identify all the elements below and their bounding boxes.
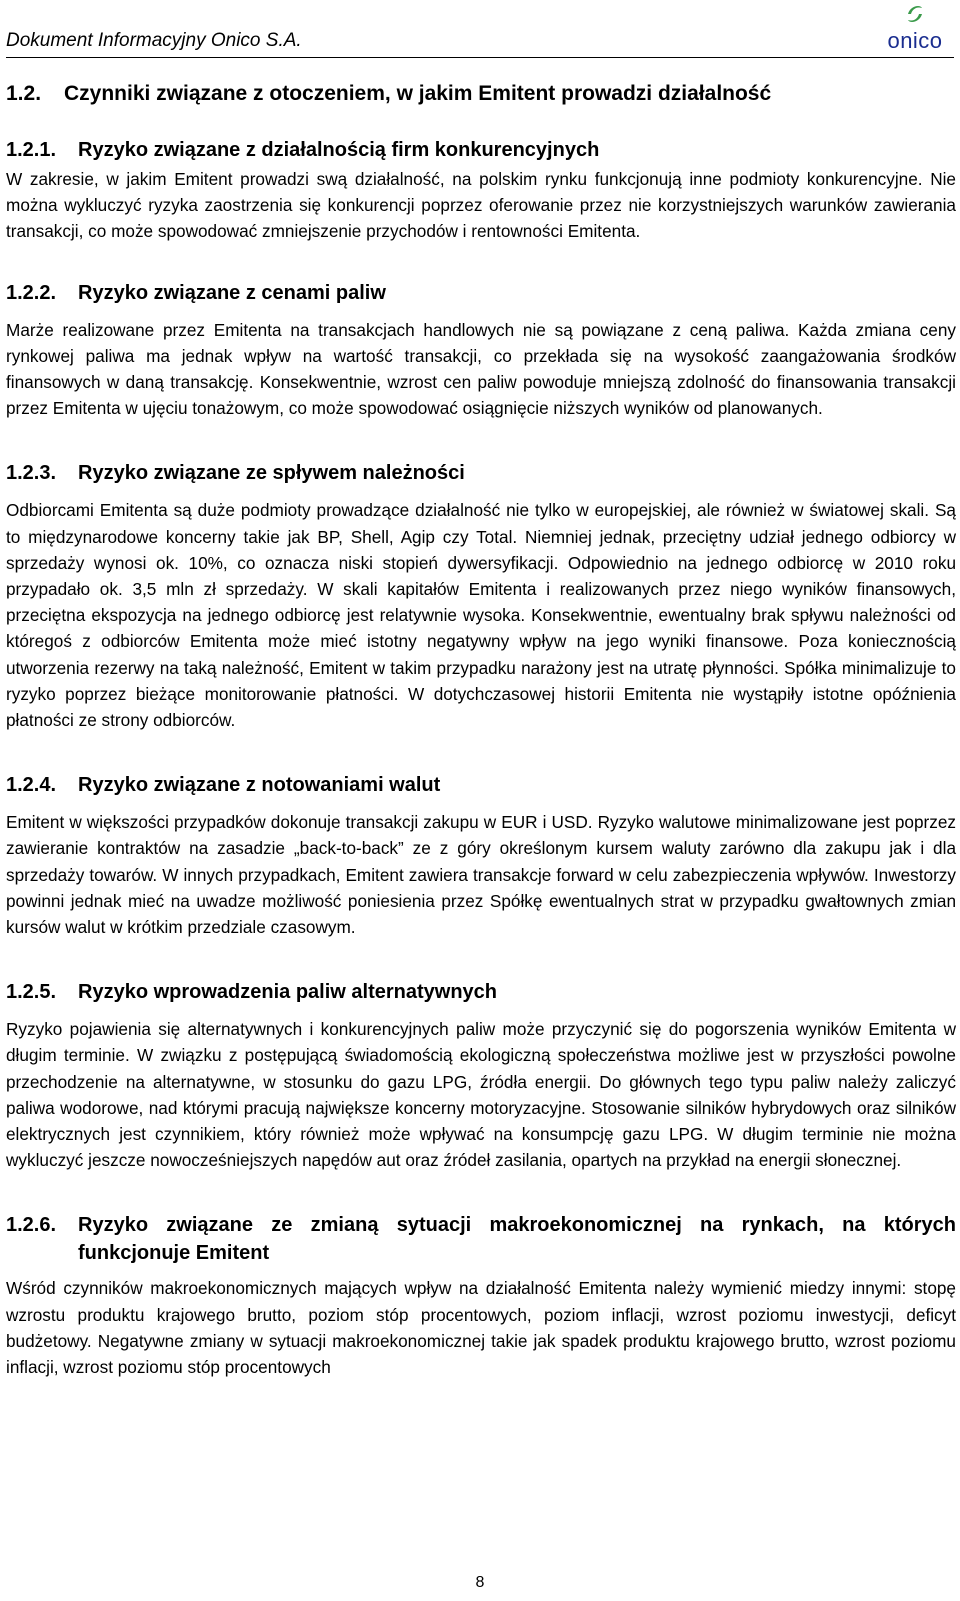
subsection-body: W zakresie, w jakim Emitent prowadzi swą działalność, na polskim rynku funkcjonują inne podmioty konkurencyjne. Nie można wykluczyć ryzyka zaostrzenia się konkurencji poprzez oferowanie przez nie korzystniejszych warunków zawierania transakcji, co może spowodować zmniejszenie przychodów i rentowności Emitenta. [6, 169, 956, 242]
subsection-heading [6, 771, 956, 799]
onico-logo [880, 2, 950, 54]
section-title: Czynniki związane z otoczeniem, w jakim Emitent prowadzi działalność [64, 82, 772, 105]
subsection-number: 1.2.6. [6, 1214, 57, 1237]
subsection-title: Ryzyko związane ze zmianą sytuacji makroekonomicznej na rynkach, na których funkcjonuje Emitent [78, 1214, 956, 1265]
subsection-title: Ryzyko związane z notowaniami walut [78, 774, 441, 797]
page-number: 8 [475, 1574, 485, 1591]
subsection-3 [6, 459, 956, 733]
subsection-number: 1.2.5. [6, 981, 57, 1004]
subsection-heading [6, 279, 956, 307]
subsection-heading [6, 459, 956, 487]
subsection-body: Wśród czynników makroekonomicznych mających wpływ na działalność Emitenta należy wymienić miedzy innymi: stopę wzrostu produktu krajowego brutto, poziom stóp procentowych, poziom inflacji, wzrost poziomu inwestycji, deficyt budżetowy. Negatywne zmiany w sytuacji makroekonomicznej takie jak spadek produktu krajowego brutto, wzrost poziomu inflacji, wzrost poziomu stóp procentowych [6, 1278, 956, 1378]
subsection-title: Ryzyko wprowadzenia paliw alternatywnych [78, 981, 498, 1004]
subsection-body: Emitent w większości przypadków dokonuje transakcji zakupu w EUR i USD. Ryzyko walutowe minimalizowane jest poprzez zawieranie kontraktów na zasadzie „back-to-back” ze z góry określonym kursem waluty zarówno dla zakupu jak i dla sprzedaży towarów. W innych przypadkach, Emitent zawiera transakcje forward w celu zabezpieczenia wpływów. Inwestorzy powinni jednak mieć na uwadze możliwość poniesienia przez Spółkę ewentualnych strat w przypadku gwałtownych zmian kursów walut w krótkim przedziale czasowym. [6, 812, 956, 938]
subsection-2 [6, 279, 956, 422]
subsection-body: Marże realizowane przez Emitenta na transakcjach handlowych nie są powiązane z ceną paliwa. Każda zmiana ceny rynkowej paliwa ma jednak wpływ na wartość transakcji, co przekłada się na wysokość zaangażowania środków finansowych w daną transakcję. Konsekwentnie, wzrost cen paliw powoduje mniejszą zdolność do finansowania transakcji przez Emitenta w ujęciu tonażowym, co może spowodować osiągnięcie niższych wyników od planowanych. [6, 319, 956, 419]
subsection-number: 1.2.1. [6, 139, 57, 161]
subsection-body: Ryzyko pojawienia się alternatywnych i konkurencyjnych paliw może przyczynić się do pogorszenia wyników Emitenta w długim terminie. W związku z postępującą świadomością ekologiczną społeczeństwa możliwe jest w przyszłości powolne przechodzenie na alternatywne, w stosunku do gazu LPG, źródła energii. Do głównych tego typu paliw należy zaliczyć paliwa wodorowe, nad którymi pracują największe koncerny motoryzacyjne. Stosowanie silników hybrydowych oraz silników elektrycznych jest czynnikiem, który również może wpływać na konsumpcję gazu LPG. W długim terminie nie można wykluczyć jeszcze nowocześniejszych napędów aut oraz źródeł zasilania, opartych na przykład na energii słonecznej. [6, 1019, 956, 1171]
subsection-heading [6, 1211, 956, 1267]
subsection-title: Ryzyko związane ze spływem należności [78, 462, 465, 485]
subsection-number: 1.2.3. [6, 462, 57, 485]
subsection-6 [6, 1211, 956, 1380]
subsection-body: Odbiorcami Emitenta są duże podmioty prowadzące działalność nie tylko w europejskiej, ale również w światowej skali. Są to międzynarodowe koncerny takie jak BP, Shell, Agip czy Total. Niemniej jednak, przeciętny udział jednego odbiorcy w sprzedaży wynosi ok. 10%, co oznacza niski stopień dywersyfikacji. Odpowiednio na jednego odbiorcę w 2010 roku przypadało ok. 3,5 mln zł sprzedaży. W skali kapitałów Emitenta i realizowanych przez niego wyników finansowych, przeciętna ekspozycja na jednego odbiorcę jest relatywnie wysoka. Konsekwentnie, ewentualny brak spływu należności od któregoś z odbiorców Emitenta może mieć istotny negatywny wpływ na jego wyniki finansowe. Poza koniecznością utworzenia rezerwy na taką należność, Emitent w takim przypadku narażony jest na utratę płynności. Spółka minimalizuje to ryzyko poprzez bieżące monitorowanie płatności. W dotychczasowej historii Emitenta nie wystąpiły istotne opóźnienia płatności ze strony odbiorców. [6, 500, 956, 731]
logo-text: onico [887, 28, 943, 53]
subsection-heading [6, 136, 956, 164]
subsection-5 [6, 978, 956, 1173]
logo-swirl-icon [902, 2, 928, 26]
section-heading [6, 78, 956, 110]
subsection-heading [6, 978, 956, 1006]
subsection-1 [6, 136, 956, 245]
subsection-number: 1.2.2. [6, 281, 57, 304]
subsection-4 [6, 771, 956, 940]
page-header [0, 0, 960, 58]
subsection-title: Ryzyko związane z cenami paliw [78, 281, 386, 304]
subsection-title: Ryzyko związane z działalnością firm konkurencyjnych [78, 139, 600, 161]
document-body [6, 58, 956, 1380]
section-number: 1.2. [6, 82, 42, 105]
document-title: Dokument Informacyjny Onico S.A. [6, 30, 302, 51]
subsection-number: 1.2.4. [6, 774, 57, 797]
